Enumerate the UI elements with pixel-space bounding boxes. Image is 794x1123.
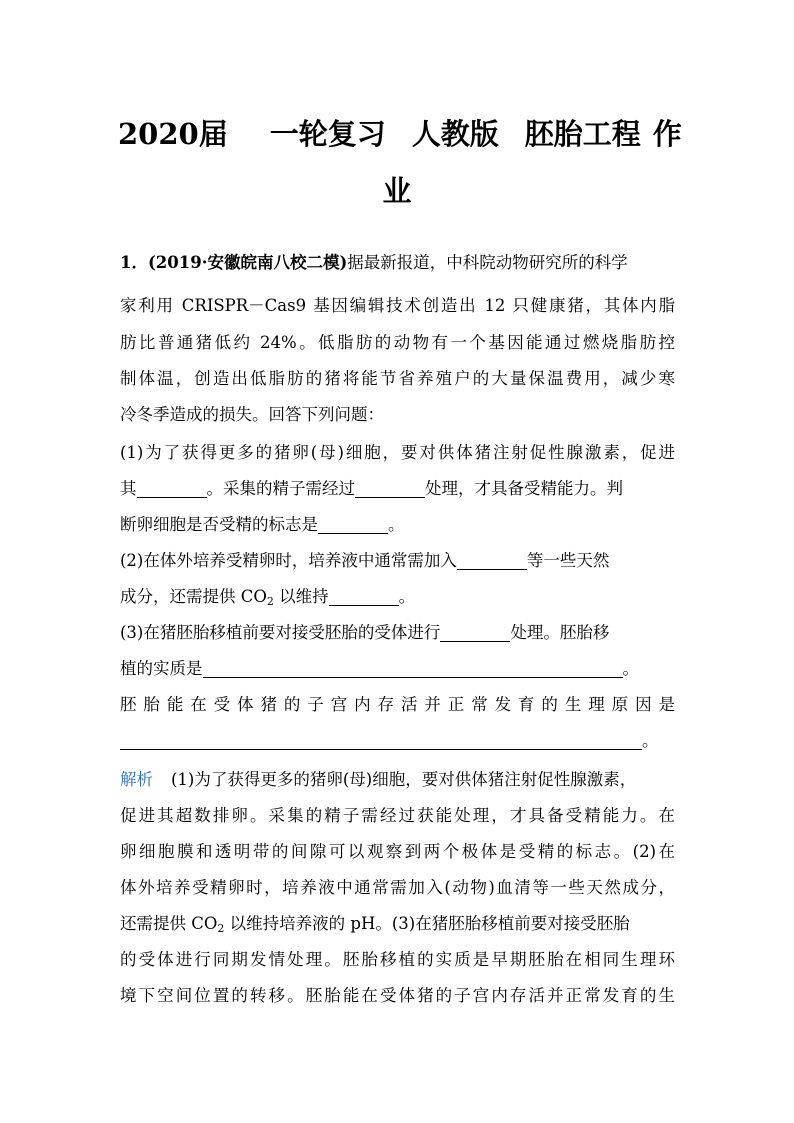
q2-line-2	[120, 585, 675, 609]
q1-line-1: (1)为了获得更多的猪卵(母)细胞，要对供体猪注射促性腺激素，促进	[120, 443, 675, 462]
question-intro-1: 据最新报道，中科院动物研究所的科学	[347, 253, 628, 272]
q2-text-d: 以维持	[273, 587, 329, 606]
answer-line-2: 促进其超数排卵。采集的精子需经过获能处理，才具备受精能力。在	[120, 806, 675, 825]
q3-text-d: 。	[622, 659, 639, 678]
title-part1: 一轮复习	[269, 117, 386, 151]
q1-line-2	[120, 477, 675, 501]
answer-subscript: 2	[217, 922, 225, 935]
q3-line-1	[120, 621, 675, 645]
answer-line-4: 体外培养受精卵时，培养液中通常需加入(动物)血清等一些天然成分，	[120, 878, 675, 897]
question-number: 1．	[120, 253, 148, 272]
q1-text-d: 断卵细胞是否受精的标志是	[120, 515, 318, 534]
title-part3: 胚胎工程	[524, 117, 641, 151]
blank-7	[203, 659, 623, 678]
question-intro-4: 制体温，创造出低脂肪的猪将能节省养殖户的大量保温费用，减少寒	[120, 369, 675, 388]
q2-line-1	[120, 549, 675, 573]
q1-text-b: 。采集的精子需经过	[206, 479, 355, 498]
blank-8	[120, 731, 642, 750]
blank-1	[137, 479, 207, 498]
q3-text-b: 处理。胚胎移	[510, 623, 610, 642]
question-intro-3: 肪比普通猪低约 24%。低脂肪的动物有一个基因能通过燃烧脂肪控	[120, 333, 675, 352]
question-line-1	[120, 251, 675, 275]
blank-3	[318, 515, 388, 534]
answer-line-6: 的受体进行同期发情处理。胚胎移植的实质是早期胚胎在相同生理环	[120, 950, 675, 969]
answer-label: 解析	[120, 770, 153, 789]
q1-text-c: 处理，才具备受精能力。判	[425, 479, 623, 498]
q1-text-a: 其	[120, 479, 137, 498]
q3-text-e: 。	[642, 731, 659, 750]
title-part4: 作	[652, 117, 682, 151]
document-title-line2: 业	[382, 174, 412, 208]
q2-text-b: 等一些天然	[526, 551, 610, 570]
blank-5	[329, 587, 399, 606]
q1-text-e: 。	[388, 515, 405, 534]
answer-line-7: 境下空间位置的转移。胚胎能在受体猪的子宫内存活并正常发育的生	[120, 986, 675, 1005]
title-part2: 人教版	[411, 117, 499, 151]
question-intro-5: 冷冬季造成的损失。回答下列问题：	[120, 405, 384, 424]
answer-text-5b: 以维持培养液的 pH。(3)在猪胚胎移植前要对接受胚胎	[224, 914, 630, 933]
blank-4	[457, 551, 527, 570]
q3-line-4	[120, 729, 675, 753]
answer-line-5	[120, 912, 675, 936]
q2-text-a: (2)在体外培养受精卵时，培养液中通常需加入	[120, 551, 457, 570]
question-intro-2: 家利用 CRISPR－Cas9 基因编辑技术创造出 12 只健康猪，其体内脂	[120, 296, 675, 315]
answer-line-1	[120, 768, 675, 792]
question-source: (2019·安徽皖南八校二模)	[147, 253, 348, 272]
q3-text-a: (3)在猪胚胎移植前要对接受胚胎的受体进行	[120, 623, 441, 642]
answer-text-5a: 还需提供 CO	[120, 914, 218, 933]
answer-text-1: (1)为了获得更多的猪卵(母)细胞，要对供体猪注射促性腺激素，	[171, 770, 637, 789]
q2-text-e: 。	[398, 587, 416, 606]
q2-subscript: 2	[266, 595, 274, 608]
q2-text-c: 成分，还需提供 CO	[120, 587, 267, 606]
blank-6	[440, 623, 510, 642]
answer-line-3: 卵细胞膜和透明带的间隙可以观察到两个极体是受精的标志。(2)在	[120, 842, 675, 861]
q3-text-c: 植的实质是	[120, 659, 203, 678]
title-year: 2020届	[118, 117, 228, 151]
q3-line-3: 胚胎能在受体猪的子宫内存活并正常发育的生理原因是	[120, 695, 675, 714]
q3-line-2	[120, 657, 675, 681]
blank-2	[355, 479, 425, 498]
q1-line-3	[120, 513, 675, 537]
document-title	[118, 114, 688, 154]
